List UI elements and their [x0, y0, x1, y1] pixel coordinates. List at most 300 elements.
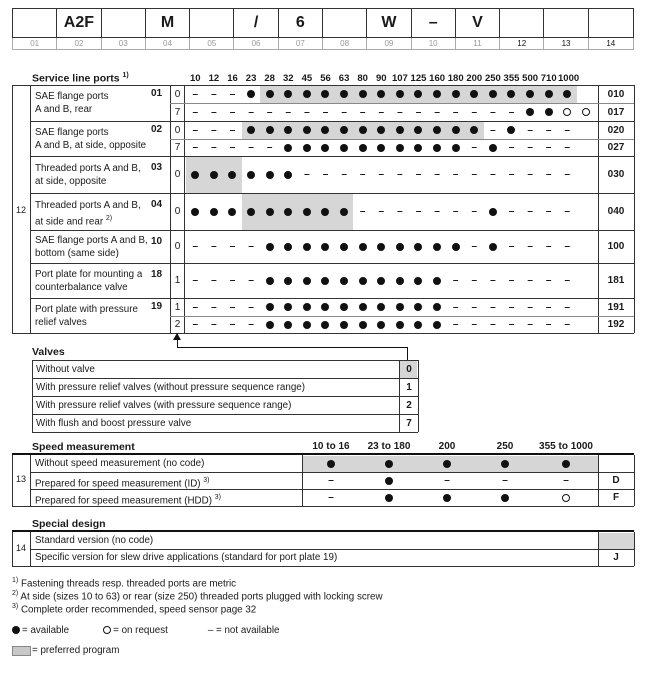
- size-availability-cell: [539, 85, 558, 103]
- not-available-dash: –: [248, 241, 254, 252]
- not-available-dash: –: [229, 142, 236, 153]
- not-available-dash: –: [527, 301, 533, 313]
- speed-availability-cell: [476, 455, 534, 472]
- available-dot: [385, 494, 393, 502]
- size-availability-cell: [186, 85, 205, 103]
- not-available-dash: –: [490, 124, 496, 136]
- available-dot: [303, 144, 311, 152]
- not-available-dash: –: [304, 169, 310, 180]
- size-availability-cell: [465, 139, 484, 156]
- available-dot: [377, 126, 385, 134]
- available-dot: [452, 90, 460, 98]
- size-availability-cell: [372, 316, 391, 333]
- size-availability-cell: [391, 263, 410, 298]
- not-available-dash: –: [545, 124, 552, 136]
- available-dot: [433, 144, 441, 152]
- size-availability-cell: [335, 139, 354, 156]
- size-availability-cell: [391, 193, 410, 230]
- row-number: 01: [151, 88, 163, 99]
- size-availability-cell: [260, 139, 279, 156]
- size-availability-cell: [372, 298, 391, 316]
- size-header: 180: [447, 73, 464, 84]
- not-available-dash: –: [452, 106, 459, 118]
- not-available-dash: –: [378, 206, 385, 217]
- speed-col-header: 355 to 1000: [539, 441, 593, 452]
- speed-availability-cell: [534, 472, 598, 489]
- size-availability-cell: [521, 139, 540, 156]
- position-number: 05: [190, 38, 234, 49]
- size-availability-cell: [298, 121, 317, 139]
- not-available-dash: –: [397, 106, 403, 118]
- available-dot: [501, 494, 509, 502]
- not-available-dash: –: [564, 319, 571, 330]
- size-availability-cell: [502, 121, 521, 139]
- not-available-dash: –: [266, 106, 273, 118]
- size-availability-cell: [446, 193, 465, 230]
- size-availability-cell: [279, 139, 298, 156]
- not-available-dash: –: [359, 106, 366, 118]
- size-availability-cell: [484, 85, 503, 103]
- row-label-line2: counterbalance valve: [35, 281, 128, 293]
- available-dot: [545, 90, 553, 98]
- not-available-dash: –: [328, 492, 334, 503]
- row-number: 04: [151, 199, 163, 210]
- not-available-dash: –: [508, 241, 515, 252]
- available-dot: [414, 126, 422, 134]
- speed-availability-cell: [418, 489, 476, 506]
- not-available-dash: –: [378, 169, 385, 180]
- size-availability-cell: [428, 193, 447, 230]
- available-dot: [340, 303, 348, 311]
- row-divider: [32, 414, 418, 415]
- size-availability-cell: [521, 230, 540, 263]
- size-availability-cell: [409, 121, 428, 139]
- size-availability-cell: [242, 193, 261, 230]
- row-label: [35, 268, 155, 294]
- available-dot: [321, 126, 329, 134]
- table-border: [30, 85, 31, 333]
- order-code: 191: [607, 301, 625, 313]
- available-dot: [377, 321, 385, 329]
- size-availability-cell: [539, 121, 558, 139]
- size-availability-cell: [298, 156, 317, 193]
- position-number: 02: [57, 38, 101, 49]
- size-availability-cell: [186, 121, 205, 139]
- row-label-line2: at side and rear $^{2)}$: [35, 214, 113, 227]
- size-availability-cell: [335, 156, 354, 193]
- size-availability-cell: [316, 139, 335, 156]
- special-code: J: [613, 552, 619, 563]
- position-number-row: [12, 38, 634, 50]
- speed-availability-cell: [302, 472, 360, 489]
- available-dot: [470, 126, 478, 134]
- size-availability-cell: [205, 103, 224, 121]
- not-available-dash: –: [359, 169, 366, 180]
- size-availability-cell: [558, 85, 577, 103]
- size-header: 32: [283, 73, 294, 84]
- not-available-dash: –: [490, 106, 496, 118]
- available-dot: [247, 171, 255, 179]
- speed-availability-cell: [534, 455, 598, 472]
- size-availability-cell: [446, 139, 465, 156]
- row-number: 03: [151, 162, 163, 173]
- table-border: [598, 532, 599, 566]
- position-number: 01: [13, 38, 57, 49]
- size-availability-cell: [391, 121, 410, 139]
- variant-number: 7: [174, 142, 181, 153]
- size-availability-cell: [205, 121, 224, 139]
- variant-number: 2: [174, 319, 181, 330]
- size-availability-cell: [242, 156, 261, 193]
- size-availability-cell: [279, 263, 298, 298]
- size-availability-cell: [558, 316, 577, 333]
- size-availability-cell: [260, 230, 279, 263]
- not-available-dash: –: [545, 301, 552, 313]
- size-availability-cell: [279, 316, 298, 333]
- footnote-ref: 3): [214, 494, 221, 501]
- not-available-dash: –: [471, 106, 478, 118]
- footnote-line: $^{1)}$ Fastening threads resp. threaded ports are metric: [12, 577, 237, 590]
- available-dot: [359, 321, 367, 329]
- speed-col-header: 10 to 16: [312, 441, 350, 452]
- variant-number: 0: [174, 241, 181, 252]
- special-title: Special design: [32, 518, 106, 530]
- table-border: [12, 532, 13, 566]
- valves-title: Valves: [32, 346, 65, 358]
- size-availability-cell: [428, 85, 447, 103]
- size-availability-cell: [223, 156, 242, 193]
- table-border: [32, 360, 33, 432]
- size-availability-cell: [409, 85, 428, 103]
- not-available-dash: –: [304, 106, 310, 118]
- valve-code: 7: [406, 417, 412, 429]
- order-code: 040: [607, 206, 625, 217]
- not-available-dash: –: [211, 241, 217, 252]
- size-availability-cell: [335, 230, 354, 263]
- available-dot: [489, 144, 497, 152]
- special-code: [598, 532, 634, 549]
- size-header: 28: [264, 73, 275, 84]
- available-dot: [396, 303, 404, 311]
- row-label-line1: Threaded ports A and B,: [35, 199, 141, 211]
- size-availability-cell: [353, 316, 372, 333]
- not-available-dash: –: [508, 301, 515, 313]
- available-dot: [433, 321, 441, 329]
- table-border: [12, 85, 13, 333]
- variant-number: 0: [174, 88, 181, 100]
- size-availability-cell: [539, 230, 558, 263]
- size-header: 250: [484, 73, 501, 84]
- footnote-marker: 2): [12, 590, 19, 597]
- available-dot: [433, 277, 441, 285]
- table-border: [12, 566, 634, 567]
- size-availability-cell: [391, 230, 410, 263]
- size-availability-cell: [260, 156, 279, 193]
- size-availability-cell: [335, 121, 354, 139]
- order-code: 030: [607, 169, 625, 180]
- available-dot: [266, 90, 274, 98]
- size-availability-cell: [223, 263, 242, 298]
- not-available-dash: –: [192, 88, 199, 100]
- not-available-dash: –: [545, 319, 552, 330]
- position-number: 10: [412, 38, 456, 49]
- available-dot: [284, 243, 292, 251]
- size-availability-cell: [223, 230, 242, 263]
- size-availability-cell: [446, 156, 465, 193]
- table-border: [12, 333, 634, 334]
- available-dot: [228, 171, 236, 179]
- size-availability-cell: [242, 121, 261, 139]
- size-availability-cell: [353, 263, 372, 298]
- size-availability-cell: [186, 230, 205, 263]
- size-availability-cell: [279, 121, 298, 139]
- position-number: 13: [544, 38, 588, 49]
- position-14-label: 14: [16, 543, 27, 553]
- footnote-ref: 1): [122, 72, 129, 79]
- not-available-dash: –: [229, 301, 236, 313]
- size-availability-cell: [391, 139, 410, 156]
- available-dot: [359, 277, 367, 285]
- size-availability-cell: [484, 230, 503, 263]
- row-divider: [32, 432, 418, 433]
- variant-number: 7: [174, 106, 181, 118]
- size-availability-cell: [428, 263, 447, 298]
- available-dot: [247, 90, 255, 98]
- size-availability-cell: [223, 193, 242, 230]
- available-dot: [266, 126, 274, 134]
- size-header: 125: [410, 73, 427, 84]
- not-available-dash: –: [192, 124, 199, 136]
- size-availability-cell: [428, 230, 447, 263]
- legend-on-request: = on request: [113, 625, 168, 636]
- variant-number: 0: [174, 169, 181, 180]
- size-availability-cell: [465, 103, 484, 121]
- size-availability-cell: [558, 121, 577, 139]
- available-dot: [396, 144, 404, 152]
- available-dot: [526, 108, 534, 116]
- speed-availability-cell: [476, 472, 534, 489]
- legend-preferred: = preferred program: [32, 645, 120, 656]
- footnote-line: $^{2)}$ At side (sizes 10 to 63) or rear (size 250) threaded ports plugged with locking screw: [12, 590, 383, 603]
- position-number: 08: [323, 38, 367, 49]
- not-available-dash: –: [490, 169, 496, 180]
- size-availability-cell: [391, 298, 410, 316]
- available-dot: [433, 126, 441, 134]
- not-available-dash: –: [564, 301, 571, 313]
- speed-availability-cell: [418, 455, 476, 472]
- not-available-dash: –: [229, 275, 236, 286]
- available-dot: [303, 90, 311, 98]
- available-dot: [340, 208, 348, 216]
- variant-number: 0: [174, 124, 181, 136]
- not-available-dash: –: [229, 106, 236, 118]
- not-available-dash: –: [444, 475, 450, 486]
- row-divider: [30, 549, 634, 550]
- size-header: 12: [208, 73, 220, 84]
- position-number: 09: [367, 38, 411, 49]
- not-available-dash: –: [192, 142, 199, 153]
- code-position-3: [102, 9, 146, 37]
- available-dot: [443, 494, 451, 502]
- not-available-dash: –: [564, 169, 571, 180]
- not-available-dash: –: [452, 275, 459, 286]
- size-availability-cell: [279, 85, 298, 103]
- available-dot: [443, 460, 451, 468]
- row-number: 02: [151, 124, 163, 135]
- size-availability-cell: [521, 193, 540, 230]
- size-header: 500: [522, 73, 539, 84]
- available-dot: [266, 208, 274, 216]
- not-available-dash: –: [490, 319, 496, 330]
- size-availability-cell: [484, 263, 503, 298]
- not-available-dash: –: [452, 301, 459, 313]
- available-dot: [433, 243, 441, 251]
- not-available-dash: –: [192, 241, 199, 252]
- size-availability-cell: [205, 298, 224, 316]
- available-dot: [303, 303, 311, 311]
- available-dot: [321, 303, 329, 311]
- not-available-dash: –: [248, 301, 254, 313]
- size-availability-cell: [186, 103, 205, 121]
- size-availability-cell: [558, 263, 577, 298]
- size-availability-cell: [409, 316, 428, 333]
- speed-col-header: 200: [438, 441, 456, 452]
- size-availability-cell: [409, 156, 428, 193]
- available-dot: [562, 460, 570, 468]
- size-availability-cell: [242, 230, 261, 263]
- code-position-6: /: [234, 9, 278, 37]
- size-availability-cell: [353, 298, 372, 316]
- size-availability-cell: [465, 316, 484, 333]
- table-border: [184, 85, 185, 333]
- order-code: 027: [607, 142, 625, 153]
- available-dot: [247, 126, 255, 134]
- available-dot: [377, 303, 385, 311]
- speed-availability-cell: [360, 489, 418, 506]
- row-label: [35, 199, 155, 228]
- available-dot: [284, 277, 292, 285]
- size-availability-cell: [539, 156, 558, 193]
- not-available-dash: –: [563, 475, 569, 486]
- size-availability-cell: [465, 85, 484, 103]
- valve-code: 1: [406, 381, 412, 393]
- table-border: [598, 455, 599, 506]
- row-divider: [32, 396, 418, 397]
- size-availability-cell: [521, 263, 540, 298]
- not-available-dash: –: [471, 169, 478, 180]
- available-dot: [340, 90, 348, 98]
- legend-available: = available: [22, 625, 70, 636]
- section-rule: [12, 530, 634, 532]
- size-availability-cell: [446, 316, 465, 333]
- code-position-10: –: [412, 9, 456, 37]
- row-label-line2: relief valves: [35, 316, 87, 328]
- position-12-label: 12: [16, 205, 27, 215]
- size-availability-cell: [484, 156, 503, 193]
- size-availability-cell: [502, 316, 521, 333]
- footnote-ref: 2): [105, 214, 113, 222]
- variant-number: 1: [174, 301, 181, 313]
- position-number: 06: [234, 38, 278, 49]
- available-dot: [501, 460, 509, 468]
- type-code-row: [12, 8, 634, 38]
- available-dot: [266, 303, 274, 311]
- arrow-head-icon: [173, 333, 181, 340]
- not-available-dash: –: [527, 241, 533, 252]
- size-availability-cell: [279, 230, 298, 263]
- available-dot: [210, 171, 218, 179]
- table-border: [418, 360, 419, 432]
- available-dot: [489, 243, 497, 251]
- available-dot: [191, 208, 199, 216]
- on-request-ring: [563, 108, 571, 116]
- size-availability-cell: [242, 316, 261, 333]
- available-dot: [414, 303, 422, 311]
- size-availability-cell: [353, 103, 372, 121]
- arrow-line: [407, 347, 408, 360]
- size-header: 23: [245, 73, 257, 84]
- not-available-dash: –: [248, 142, 254, 153]
- available-dot: [321, 243, 329, 251]
- size-availability-cell: [484, 193, 503, 230]
- speed-availability-cell: [418, 472, 476, 489]
- size-availability-cell: [298, 230, 317, 263]
- size-availability-cell: [391, 156, 410, 193]
- available-dot: [340, 144, 348, 152]
- size-availability-cell: [465, 156, 484, 193]
- available-dot: [284, 171, 292, 179]
- available-dot: [266, 243, 274, 251]
- code-position-7: 6: [279, 9, 323, 37]
- size-availability-cell: [484, 298, 503, 316]
- available-dot: [12, 626, 20, 634]
- not-available-dash: –: [415, 206, 422, 217]
- size-availability-cell: [502, 298, 521, 316]
- speed-code: [598, 455, 634, 472]
- available-dot: [563, 90, 571, 98]
- available-dot: [489, 208, 497, 216]
- not-available-dash: –: [397, 206, 403, 217]
- code-position-2: A2F: [57, 9, 101, 37]
- not-available-dash: –: [564, 142, 571, 153]
- available-dot: [359, 126, 367, 134]
- not-available-dash: –: [328, 475, 334, 486]
- not-available-dash: –: [490, 301, 496, 313]
- speed-title: Speed measurement: [32, 441, 135, 453]
- row-number: 18: [151, 269, 163, 280]
- row-label-line2: A and B, at side, opposite: [35, 139, 147, 151]
- size-availability-cell: [223, 139, 242, 156]
- code-position-9: W: [367, 9, 411, 37]
- not-available-dash: –: [266, 142, 273, 153]
- service-title: Service line ports $^{1)}$: [32, 72, 129, 85]
- not-available-dash: –: [508, 142, 515, 153]
- row-label-line1: Port plate for mounting a: [35, 268, 143, 280]
- not-available-dash: –: [341, 169, 347, 180]
- table-border: [634, 455, 635, 506]
- not-available-dash: –: [502, 475, 508, 486]
- row-number: 10: [151, 236, 163, 247]
- size-availability-cell: [409, 263, 428, 298]
- not-available-dash: –: [471, 206, 478, 217]
- speed-availability-cell: [360, 472, 418, 489]
- size-availability-cell: [428, 103, 447, 121]
- size-availability-cell: [298, 263, 317, 298]
- order-code: 192: [607, 319, 625, 330]
- row-label: [35, 234, 155, 260]
- row-label-line1: SAE flange ports A and B,: [35, 234, 148, 246]
- on-request-ring: [582, 108, 590, 116]
